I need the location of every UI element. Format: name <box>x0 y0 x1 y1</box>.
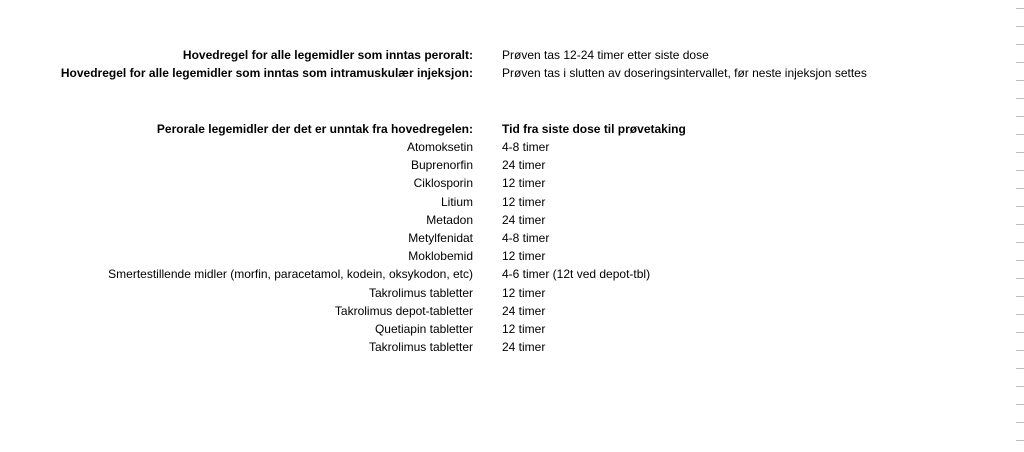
exception-time: 24 timer <box>502 158 546 172</box>
grid-tick <box>1016 350 1024 351</box>
exception-time: 24 timer <box>502 340 546 354</box>
general-rule-label: Hovedregel for alle legemidler som inntas peroralt: <box>182 48 473 62</box>
exception-time: 4-8 timer <box>502 140 550 154</box>
grid-tick <box>1016 242 1024 243</box>
exception-drug: Ciklosporin <box>413 176 473 190</box>
grid-tick <box>1016 44 1024 45</box>
grid-tick <box>1016 188 1024 189</box>
exception-row <box>0 302 1000 320</box>
exception-time: 12 timer <box>502 322 546 336</box>
exceptions-header-label: Perorale legemidler der det er unntak fra hovedregelen: <box>156 122 473 136</box>
grid-tick <box>1016 314 1024 315</box>
grid-tick <box>1016 80 1024 81</box>
exception-row <box>0 138 1000 156</box>
exception-time: 12 timer <box>502 176 546 190</box>
exception-time: 12 timer <box>502 286 546 300</box>
exception-time: 4-8 timer <box>502 231 550 245</box>
general-rule-row-injection <box>0 64 1000 82</box>
grid-tick <box>1016 206 1024 207</box>
exception-row <box>0 174 1000 192</box>
grid-tick <box>1016 386 1024 387</box>
exception-drug: Metadon <box>426 213 473 227</box>
exception-row <box>0 338 1000 356</box>
exception-time: 24 timer <box>502 304 546 318</box>
exception-time: 24 timer <box>502 213 546 227</box>
exception-drug: Smertestillende midler (morfin, paracetamol, kodein, oksykodon, etc) <box>108 267 473 281</box>
general-rule-label: Hovedregel for alle legemidler som inntas som intramuskulær injeksjon: <box>60 66 473 80</box>
grid-tick <box>1016 278 1024 279</box>
grid-tick <box>1016 332 1024 333</box>
grid-tick <box>1016 440 1024 441</box>
exception-row <box>0 284 1000 302</box>
exception-row <box>0 193 1000 211</box>
exception-row <box>0 247 1000 265</box>
grid-tick <box>1016 368 1024 369</box>
general-rule-row-peroral <box>0 46 1000 64</box>
exception-drug: Takrolimus depot-tabletter <box>334 304 473 318</box>
exceptions-header-value: Tid fra siste dose til prøvetaking <box>502 122 686 136</box>
exception-drug: Litium <box>440 195 473 209</box>
exception-time: 12 timer <box>502 249 546 263</box>
exception-drug: Takrolimus tabletter <box>368 340 473 354</box>
exception-row <box>0 229 1000 247</box>
grid-tick <box>1016 296 1024 297</box>
exception-drug: Buprenorfin <box>410 158 473 172</box>
grid-tick <box>1016 422 1024 423</box>
exception-drug: Quetiapin tabletter <box>374 322 473 336</box>
grid-tick <box>1016 62 1024 63</box>
grid-tick <box>1016 116 1024 117</box>
grid-tick <box>1016 260 1024 261</box>
exception-drug: Takrolimus tabletter <box>368 286 473 300</box>
grid-tick <box>1016 404 1024 405</box>
grid-tick <box>1016 134 1024 135</box>
grid-tick <box>1016 98 1024 99</box>
grid-edge-ticks <box>1008 0 1024 452</box>
exceptions-header-row <box>0 120 1000 138</box>
grid-tick <box>1016 8 1024 9</box>
general-rule-value: Prøven tas 12-24 timer etter siste dose <box>502 48 709 62</box>
exception-time: 4-6 timer (12t ved depot-tbl) <box>502 267 651 281</box>
general-rule-value: Prøven tas i slutten av doseringsintervallet, før neste injeksjon settes <box>502 66 867 80</box>
grid-tick <box>1016 224 1024 225</box>
exception-drug: Moklobemid <box>408 249 473 263</box>
exception-time: 12 timer <box>502 195 546 209</box>
exception-row <box>0 320 1000 338</box>
grid-tick <box>1016 170 1024 171</box>
exception-drug: Metylfenidat <box>408 231 473 245</box>
exception-row <box>0 211 1000 229</box>
grid-tick <box>1016 26 1024 27</box>
exception-row <box>0 265 1000 283</box>
exception-row <box>0 156 1000 174</box>
grid-tick <box>1016 152 1024 153</box>
exception-drug: Atomoksetin <box>406 140 473 154</box>
